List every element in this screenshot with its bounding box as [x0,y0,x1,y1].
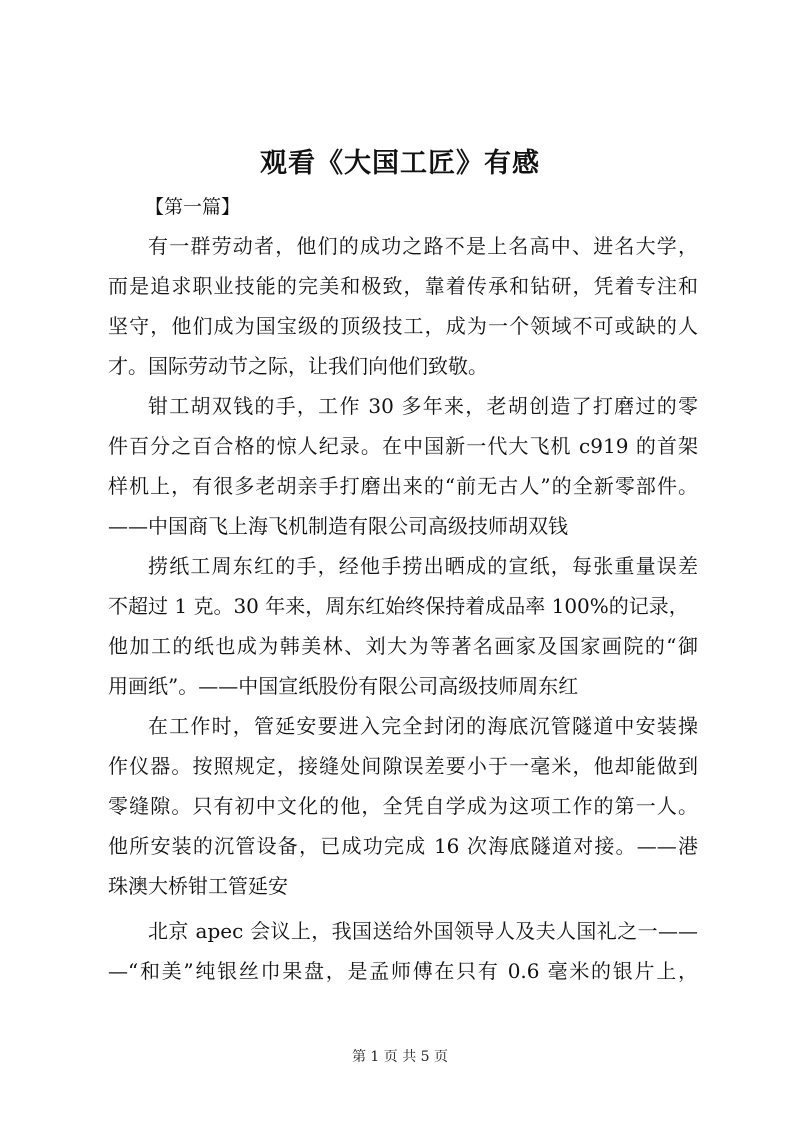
document-title: 观看《大国工匠》有感 [260,148,540,179]
paragraph-line: 坚守，他们成为国宝级的顶级技工，成为一个领域不可或缺的人 [108,314,698,338]
paragraph-line: 样机上，有很多老胡亲手打磨出来的“前无古人”的全新零部件。 [108,474,698,498]
paragraph-line: 有一群劳动者，他们的成功之路不是上名高中、进名大学， [148,234,698,258]
paragraph-line: 而是追求职业技能的完美和极致，靠着传承和钻研，凭着专注和 [108,274,698,298]
paragraph-line: 他加工的纸也成为韩美林、刘大为等著名画家及国家画院的“御 [108,634,698,658]
paragraph-line: 零缝隙。只有初中文化的他，全凭自学成为这项工作的第一人。 [108,794,698,818]
paragraph-line: 不超过 1 克。30 年来，周东红始终保持着成品率 100%的记录， [108,594,689,618]
paragraph-line: ——中国商飞上海飞机制造有限公司高级技师胡双钱 [108,514,568,538]
page-footer: 第 1 页 共 5 页 [351,1049,449,1065]
paragraph-line: 用画纸”。——中国宣纸股份有限公司高级技师周东红 [108,674,579,698]
paragraph-line: 北京 apec 会议上，我国送给外国领导人及夫人国礼之一—— [148,919,698,943]
paragraph-line: 珠澳大桥钳工管延安 [108,874,288,898]
paragraph-line: 钳工胡双钱的手，工作 30 多年来，老胡创造了打磨过的零 [148,394,698,418]
paragraph-line: 件百分之百合格的惊人纪录。在中国新一代大飞机 c919 的首架 [108,434,698,458]
paragraph-line: 才。国际劳动节之际，让我们向他们致敬。 [108,354,488,378]
paragraph-line: 在工作时，管延安要进入完全封闭的海底沉管隧道中安装操 [148,714,698,738]
paragraph-line: —“和美”纯银丝巾果盘，是孟师傅在只有 0.6 毫米的银片上， [108,959,698,983]
paragraph-line: 他所安装的沉管设备，已成功完成 16 次海底隧道对接。——港 [108,834,698,858]
section-label: 【第一篇】 [145,196,241,218]
paragraph-line: 捞纸工周东红的手，经他手捞出晒成的宣纸，每张重量误差 [148,554,698,578]
paragraph-line: 作仪器。按照规定，接缝处间隙误差要小于一毫米，他却能做到 [108,754,698,778]
